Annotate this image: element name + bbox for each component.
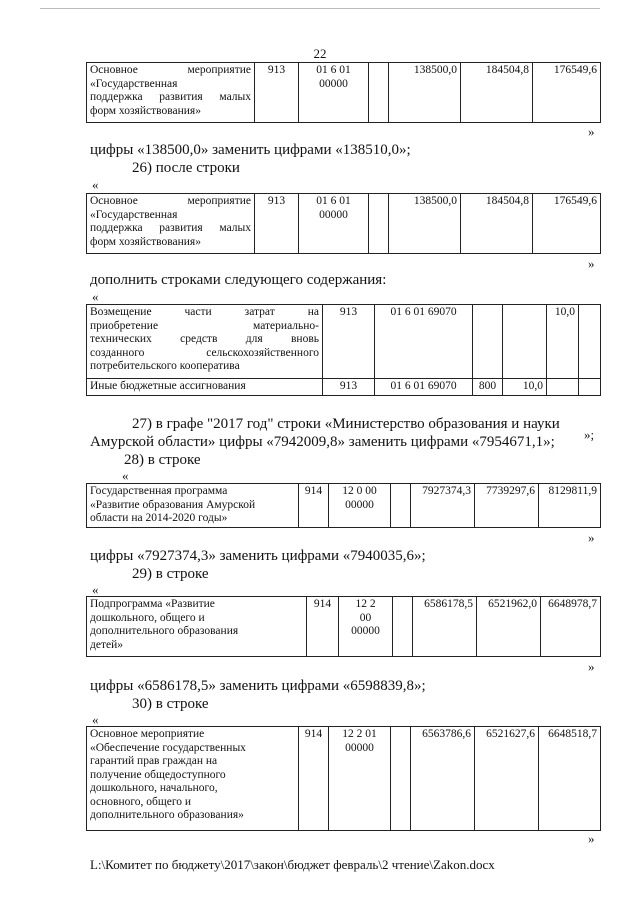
csr-line: 00 — [359, 611, 372, 624]
item-heading: 26) после строки — [132, 160, 240, 176]
csr-cell — [329, 484, 391, 528]
code-cell: 913 — [323, 379, 375, 396]
name-line: «Государственная — [90, 77, 178, 90]
page-top-edge — [40, 8, 600, 9]
closing-quote: » — [588, 256, 595, 271]
code-cell: 913 — [323, 305, 375, 379]
value-cell — [579, 305, 601, 379]
csr-cell — [329, 727, 391, 831]
name-line: основного, общего и — [90, 795, 192, 808]
value-cell — [579, 379, 601, 396]
csr-line: 01 6 01 — [316, 195, 351, 207]
name-line: «Государственная — [90, 208, 178, 221]
csr-line: 01 6 01 — [316, 64, 351, 76]
name-line: форм хозяйствования» — [90, 104, 201, 117]
name-line: потребительского кооператива — [90, 360, 240, 372]
vr-cell — [473, 305, 503, 379]
name-line: дополнительного образования» — [90, 809, 244, 821]
name-line: поддержка развития малых — [90, 91, 251, 103]
value-cell: 10,0 — [503, 379, 547, 396]
name-line: гарантий прав граждан на — [90, 755, 218, 767]
code-cell: 914 — [299, 727, 329, 831]
csr-line: 12 2 01 — [342, 728, 377, 740]
value-cell — [547, 379, 579, 396]
row-name-cell — [87, 597, 307, 657]
instruction-line: цифры «7927374,3» заменить цифрами «7940035,6»; — [90, 548, 426, 564]
instruction-line: цифры «138500,0» заменить цифрами «138510,0»; — [90, 142, 411, 158]
csr-cell — [299, 194, 369, 254]
name-line: созданного сельскохозяйственного — [90, 346, 319, 359]
row-name-cell — [87, 194, 255, 254]
vr-cell — [369, 63, 389, 123]
page-number: 22 — [313, 46, 327, 61]
row-name-cell — [87, 63, 255, 123]
opening-quote: « — [92, 582, 99, 597]
name-line: дополнительного образования — [90, 625, 239, 637]
closing-quote: » — [588, 659, 595, 674]
name-line: поддержка развития малых — [90, 222, 251, 234]
name-line: технических средств для вновь — [90, 333, 319, 345]
value-2017-cell: 138500,0 — [389, 63, 461, 123]
paragraph-line: Амурской области» цифры «7942009,8» заменить цифрами «7954671,1»; — [90, 434, 555, 450]
csr-line: 12 2 — [355, 598, 376, 610]
value-2018-cell: 184504,8 — [461, 194, 533, 254]
name-line: детей» — [90, 638, 123, 651]
row-name-cell: Иные бюджетные ассигнования — [87, 379, 323, 396]
item-heading: 28) в строке — [124, 452, 201, 468]
closing-quote: » — [588, 530, 595, 545]
csr-line: 00000 — [345, 498, 374, 511]
code-cell: 913 — [255, 63, 299, 123]
name-line: Основное мероприятие — [90, 195, 251, 207]
value-2019-cell: 6648518,7 — [539, 727, 601, 831]
value-2018-cell: 6521627,6 — [475, 727, 539, 831]
csr-line: 00000 — [319, 208, 348, 221]
code-cell: 913 — [255, 194, 299, 254]
instruction-line: дополнить строками следующего содержания: — [90, 272, 387, 288]
paragraph-line: 27) в графе "2017 год" строки «Министерство образования и науки — [132, 416, 560, 432]
item-heading: 29) в строке — [132, 566, 209, 582]
vr-cell — [391, 727, 411, 831]
name-line: Основное мероприятие — [90, 64, 251, 76]
value-2019-cell: 176549,6 — [533, 194, 601, 254]
vr-cell — [391, 484, 411, 528]
closing-quote: » — [588, 124, 595, 139]
name-line: дошкольного, общего и — [90, 611, 205, 624]
name-line: дошкольного, начального, — [90, 782, 218, 794]
name-line: области на 2014-2020 годы» — [90, 512, 228, 524]
name-line: получение общедоступного — [90, 768, 226, 781]
opening-quote: « — [92, 289, 99, 304]
name-line: форм хозяйствования» — [90, 235, 201, 248]
value-2017-cell: 6586178,5 — [413, 597, 477, 657]
opening-quote: « — [122, 468, 129, 483]
csr-cell: 01 6 01 69070 — [375, 305, 473, 379]
name-line: Подпрограмма «Развитие — [90, 598, 215, 610]
name-line: «Развитие образования Амурской — [90, 498, 256, 511]
instruction-line: цифры «6586178,5» заменить цифрами «6598839,8»; — [90, 678, 426, 694]
budget-table-3 — [86, 304, 601, 396]
vr-cell — [393, 597, 413, 657]
value-2017-cell: 138500,0 — [389, 194, 461, 254]
row-name-cell — [87, 305, 323, 379]
csr-cell — [299, 63, 369, 123]
value-2018-cell: 6521962,0 — [477, 597, 541, 657]
value-2018-cell: 184504,8 — [461, 63, 533, 123]
budget-table-1 — [86, 62, 601, 123]
value-cell: 10,0 — [547, 305, 579, 379]
opening-quote: « — [92, 177, 99, 192]
value-2019-cell: 176549,6 — [533, 63, 601, 123]
value-2017-cell: 6563786,6 — [411, 727, 475, 831]
csr-line: 00000 — [351, 625, 380, 637]
csr-line: 00000 — [319, 77, 348, 90]
csr-cell: 01 6 01 69070 — [375, 379, 473, 396]
code-cell: 914 — [299, 484, 329, 528]
row-name-cell — [87, 484, 299, 528]
budget-table-6 — [86, 726, 601, 831]
value-2019-cell: 6648978,7 — [541, 597, 601, 657]
vr-cell: 800 — [473, 379, 503, 396]
budget-table-2 — [86, 193, 601, 254]
csr-cell — [339, 597, 393, 657]
budget-table-4 — [86, 483, 601, 528]
vr-cell — [369, 194, 389, 254]
name-line: Основное мероприятие — [90, 728, 205, 740]
closing-quote: »; — [584, 427, 595, 442]
name-line: приобретение материально- — [90, 319, 319, 332]
closing-quote: » — [588, 831, 595, 846]
code-cell: 914 — [307, 597, 339, 657]
item-heading: 30) в строке — [132, 696, 209, 712]
footer-file-path: L:\Комитет по бюджету\2017\закон\бюджет февраль\2 чтение\Zakon.docx — [90, 857, 495, 872]
csr-line: 00000 — [345, 741, 374, 754]
value-2017-cell: 7927374,3 — [411, 484, 475, 528]
value-2019-cell: 8129811,9 — [539, 484, 601, 528]
budget-table-5 — [86, 596, 601, 657]
row-name-cell — [87, 727, 299, 831]
value-cell — [503, 305, 547, 379]
name-line: «Обеспечение государственных — [90, 741, 246, 754]
opening-quote: « — [92, 712, 99, 727]
csr-line: 12 0 00 — [342, 485, 377, 497]
value-2018-cell: 7739297,6 — [475, 484, 539, 528]
name-line: Возмещение части затрат на — [90, 306, 319, 318]
name-line: Государственная программа — [90, 485, 228, 497]
